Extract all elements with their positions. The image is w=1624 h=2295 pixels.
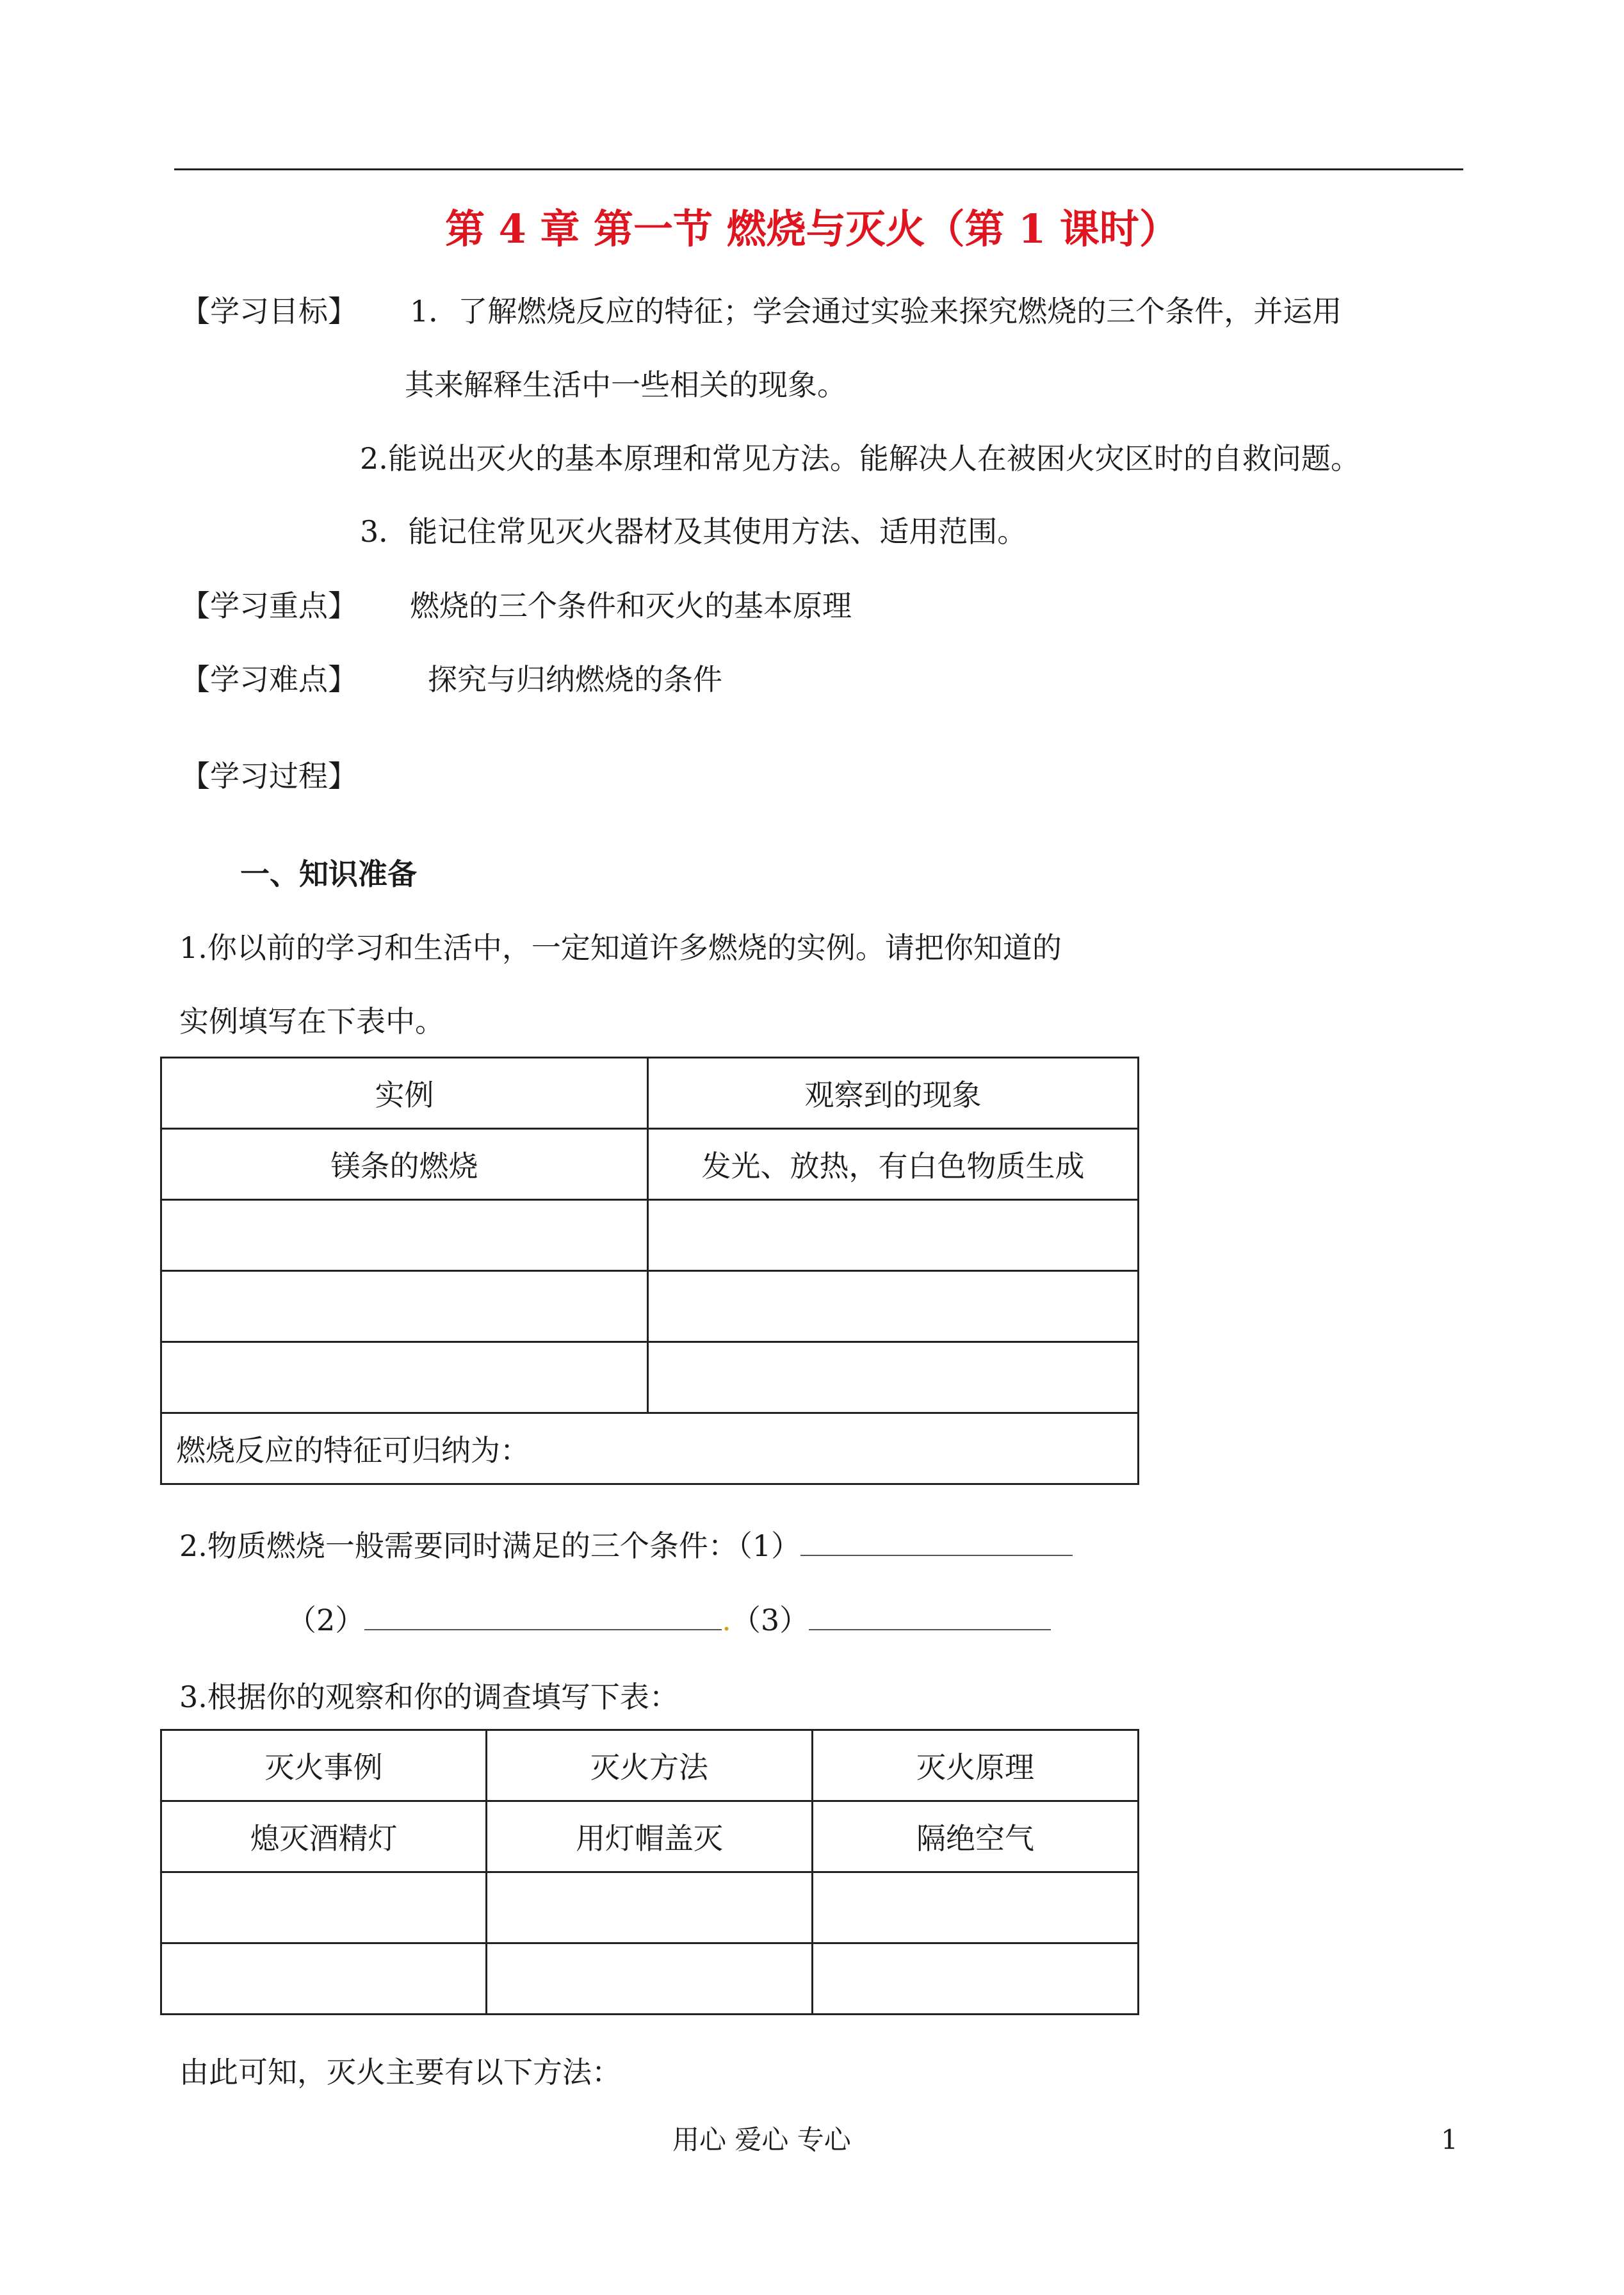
- question-2-line-2: [287, 1601, 1051, 1639]
- table-cell[interactable]: [161, 1200, 648, 1271]
- answer-blank-2[interactable]: [364, 1607, 722, 1630]
- extinguishing-table: [160, 1729, 1139, 2015]
- condition-3-label: （3）: [731, 1603, 809, 1637]
- table-header-cell: 实例: [161, 1058, 648, 1129]
- table-cell[interactable]: [648, 1271, 1139, 1342]
- key-point-text: 燃烧的三个条件和灭火的基本原理: [410, 588, 852, 623]
- question-1-line-2: 实例填写在下表中。: [179, 1004, 444, 1039]
- table-row: [161, 1872, 1139, 1943]
- table-row: [161, 1271, 1139, 1342]
- difficulty-text: 探究与归纳燃烧的条件: [428, 662, 722, 697]
- table-cell: 隔绝空气: [813, 1801, 1139, 1872]
- page-number: 1: [1441, 2124, 1458, 2155]
- table-cell[interactable]: [487, 1943, 813, 2015]
- table-cell[interactable]: [161, 1943, 487, 2015]
- answer-blank-3[interactable]: [809, 1607, 1051, 1630]
- footer-motto: 用心 爱心 专心: [672, 2124, 851, 2155]
- objectives-label: 【学习目标】: [181, 294, 357, 328]
- question-2-line-1: [179, 1527, 1073, 1565]
- answer-blank-1[interactable]: [800, 1533, 1073, 1556]
- table-row: [161, 1200, 1139, 1271]
- question-3: 3.根据你的观察和你的调查填写下表：: [179, 1680, 679, 1714]
- condition-2-label: （2）: [287, 1603, 365, 1637]
- difficulty-label: 【学习难点】: [181, 662, 357, 697]
- conclusion-text: 由此可知，灭火主要有以下方法：: [179, 2055, 621, 2089]
- table-cell[interactable]: [648, 1200, 1139, 1271]
- header-rule: [174, 168, 1463, 170]
- table-cell[interactable]: [161, 1872, 487, 1943]
- objective-3: 3．能记住常见灭火器材及其使用方法、适用范围。: [360, 514, 1027, 549]
- table-cell: 镁条的燃烧: [161, 1129, 648, 1200]
- table-cell[interactable]: [813, 1943, 1139, 2015]
- table-header-cell: 灭火原理: [813, 1730, 1139, 1801]
- table-row: [161, 1943, 1139, 2015]
- table-header-row: [161, 1058, 1139, 1129]
- objective-2: 2.能说出灭火的基本原理和常见方法。能解决人在被困火灾区时的自救问题。: [360, 441, 1360, 476]
- question-2-text: 2.物质燃烧一般需要同时满足的三个条件：（1）: [179, 1529, 801, 1563]
- separator-dot: .: [722, 1603, 731, 1637]
- table-cell[interactable]: [813, 1872, 1139, 1943]
- table-cell: 熄灭酒精灯: [161, 1801, 487, 1872]
- objective-1-line-2: 其来解释生活中一些相关的现象。: [405, 368, 847, 402]
- table-header-cell: 灭火事例: [161, 1730, 487, 1801]
- table-row: [161, 1801, 1139, 1872]
- table-cell: 用灯帽盖灭: [487, 1801, 813, 1872]
- table-header-row: [161, 1730, 1139, 1801]
- table-row: [161, 1129, 1139, 1200]
- table-cell[interactable]: [487, 1872, 813, 1943]
- table-cell[interactable]: [648, 1342, 1139, 1413]
- table-header-cell: 观察到的现象: [648, 1058, 1139, 1129]
- table-cell: 发光、放热，有白色物质生成: [648, 1129, 1139, 1200]
- process-label: 【学习过程】: [181, 759, 357, 793]
- examples-table: [160, 1057, 1139, 1485]
- question-1-line-1: 1.你以前的学习和生活中，一定知道许多燃烧的实例。请把你知道的: [179, 930, 1062, 965]
- table-row: [161, 1342, 1139, 1413]
- page-title: 第 4 章 第一节 燃烧与灭火（第 1 课时）: [445, 206, 1179, 252]
- section-heading: 一、知识准备: [240, 857, 417, 891]
- table-footer-cell[interactable]: 燃烧反应的特征可归纳为：: [161, 1413, 1139, 1484]
- key-point-label: 【学习重点】: [181, 588, 357, 623]
- table-cell[interactable]: [161, 1342, 648, 1413]
- objective-1-line-1: 1．了解燃烧反应的特征；学会通过实验来探究燃烧的三个条件，并运用: [410, 294, 1342, 328]
- table-footer-row: [161, 1413, 1139, 1484]
- table-cell[interactable]: [161, 1271, 648, 1342]
- table-header-cell: 灭火方法: [487, 1730, 813, 1801]
